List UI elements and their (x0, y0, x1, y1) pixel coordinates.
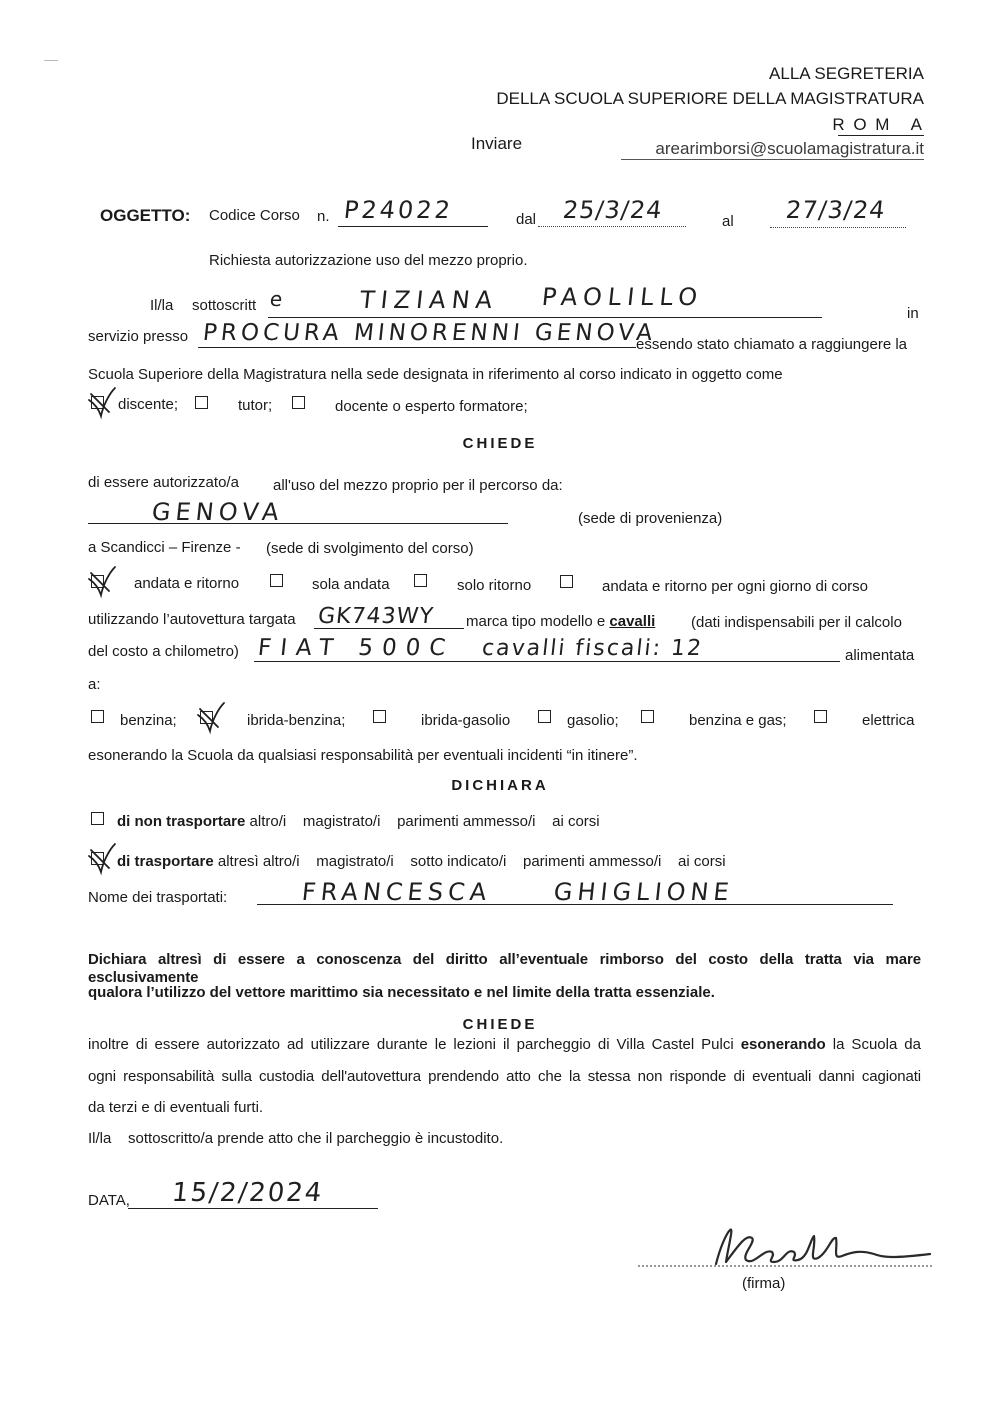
vehicle-model-value: FIAT 500C (256, 635, 456, 661)
parking-line4: Il/la sottoscritto/a prende atto che il parcheggio è incustodito. (88, 1130, 504, 1147)
dichiara-title: DICHIARA (451, 777, 549, 794)
fuel-ibrida-gasolio-checkbox[interactable] (373, 710, 386, 723)
from-date-line (538, 226, 686, 227)
fuel-gasolio-label: gasolio; (567, 712, 619, 729)
horsepower-value: cavalli fiscali: 12 (480, 636, 705, 661)
fuel-elettrica-label: elettrica (862, 712, 915, 729)
parking-line1 (88, 1036, 921, 1056)
brand-text-post: (dati indispensabili per il calcolo (691, 614, 902, 631)
declarant-prefix: Il/la (150, 297, 174, 314)
origin-label: (sede di provenienza) (578, 510, 723, 527)
role-tutor-label: tutor; (238, 397, 273, 414)
authorized-text: di essere autorizzato/a (88, 474, 239, 491)
no-transport-rest: altro/i magistrato/i parimenti ammesso/i ai corsi (249, 813, 600, 830)
no-transport-text (117, 813, 600, 831)
brand-text (466, 613, 655, 631)
called-text: essendo stato chiamato a raggiungere la (636, 336, 908, 353)
recipient-line1: ALLA SEGRETERIA (769, 64, 924, 83)
gender-suffix: e (268, 287, 287, 311)
course-code-label: Codice Corso (209, 207, 300, 224)
course-number-label: n. (317, 208, 330, 225)
origin-line (88, 523, 508, 524)
from-date-value: 25/3/24 (561, 196, 665, 224)
role-intro-text: Scuola Superiore della Magistratura nella sede designata in riferimento al corso indicato in oggetto come (88, 366, 783, 383)
email-underline (621, 159, 924, 160)
service-label: servizio presso (88, 328, 189, 345)
fuel-a: a: (88, 676, 101, 693)
email-link[interactable]: arearimborsi@scuolamagistratura.it (655, 139, 924, 158)
fuel-benzina-gas-checkbox[interactable] (641, 710, 654, 723)
parking-line1-bold: esonerando (740, 1036, 826, 1053)
transport-text (117, 853, 726, 871)
in-label: in (907, 305, 919, 322)
brand-text-pre: marca tipo modello e (466, 613, 606, 630)
passengers-label: Nome dei trasportati: (88, 889, 228, 906)
trip-solo-ritorno-checkbox[interactable] (414, 574, 427, 587)
destination-label: (sede di svolgimento del corso) (266, 540, 474, 557)
waiver-text: esonerando la Scuola da qualsiasi responsabilità per eventuali incidenti “in itinere”. (88, 747, 638, 764)
trip-ogni-giorno-checkbox[interactable] (560, 575, 573, 588)
transport-rest: altresì altro/i magistrato/i sotto indicato/i parimenti ammesso/i ai corsi (217, 853, 726, 870)
destination-text: a Scandicci – Firenze - (88, 539, 241, 556)
parking-line1-pre: inoltre di essere autorizzato ad utilizzare durante le lezioni il parcheggio di Villa Castel Pulci (88, 1036, 734, 1053)
role-tutor-checkbox[interactable] (195, 396, 208, 409)
fuel-text: alimentata (845, 647, 915, 664)
course-code-line (338, 226, 488, 227)
transport-bold: di trasportare (117, 853, 214, 870)
check-mark-ibrida_benzina (194, 701, 228, 735)
passengers-value: FRANCESCA GHIGLIONE (300, 878, 736, 906)
to-date-value: 27/3/24 (784, 196, 888, 224)
check-mark-discente (85, 386, 119, 420)
recipient-city: R O M A (832, 115, 924, 134)
first-name-value: TIZIANA (358, 286, 500, 314)
city-underline (838, 135, 924, 136)
vehicle-use-text: all'uso del mezzo proprio per il percorso da: (273, 477, 563, 494)
fuel-elettrica-checkbox[interactable] (814, 710, 827, 723)
check-mark-andata_ritorno (85, 565, 119, 599)
request-text: Richiesta autorizzazione uso del mezzo proprio. (209, 252, 528, 269)
sea-note-line1: Dichiara altresì di essere a conoscenza del diritto all’eventuale rimborso del costo della tratta via mare esclusivamente (88, 951, 921, 986)
trip-sola-andata-label: sola andata (312, 576, 390, 593)
role-docente-label: docente o esperto formatore; (335, 398, 528, 415)
check-mark-trasportare (85, 842, 119, 876)
brand-text-cavalli: cavalli (609, 613, 656, 630)
trip-andata-ritorno-label: andata e ritorno (134, 575, 240, 592)
signature-label: (firma) (742, 1275, 786, 1292)
sea-note-line2: qualora l’utilizzo del vettore marittimo sia necessitato e nel limite della tratta essenziale. (88, 984, 715, 1001)
sottoscritto-label: sottoscritt (192, 297, 257, 314)
signature (638, 1226, 938, 1276)
fuel-ibrida-gasolio-label: ibrida-gasolio (421, 712, 511, 729)
parking-line3: da terzi e di eventuali furti. (88, 1099, 264, 1116)
vehicle-line (254, 661, 840, 662)
parking-line1-post: la Scuola da (832, 1036, 921, 1053)
course-code-value: P24022 (342, 196, 455, 224)
from-label: dal (516, 211, 537, 228)
role-discente-label: discente; (118, 396, 179, 413)
trip-ogni-giorno-label: andata e ritorno per ogni giorno di corso (602, 578, 869, 595)
date-value: 15/2/2024 (170, 1178, 325, 1208)
chiede-title-1: CHIEDE (462, 435, 538, 452)
chiede-title-2: CHIEDE (462, 1016, 538, 1033)
no-transport-checkbox[interactable] (91, 812, 104, 825)
fuel-benzina-gas-label: benzina e gas; (689, 712, 787, 729)
role-docente-checkbox[interactable] (292, 396, 305, 409)
last-name-value: PAOLILLO (540, 283, 705, 311)
fuel-gasolio-checkbox[interactable] (538, 710, 551, 723)
trip-sola-andata-checkbox[interactable] (270, 574, 283, 587)
office-line (198, 347, 636, 348)
no-transport-bold: di non trasportare (117, 813, 246, 830)
date-label: DATA, (88, 1192, 130, 1209)
cost-text: del costo a chilometro) (88, 643, 239, 660)
fuel-benzina-checkbox[interactable] (91, 710, 104, 723)
to-date-line (770, 227, 906, 228)
origin-value: GENOVA (150, 498, 285, 526)
send-label: Inviare (471, 134, 523, 153)
using-text: utilizzando l’autovettura targata (88, 611, 296, 628)
scan-speck (44, 60, 58, 61)
name-line (268, 317, 822, 318)
office-value: PROCURA MINORENNI GENOVA (201, 320, 658, 346)
trip-solo-ritorno-label: solo ritorno (457, 577, 532, 594)
to-label: al (722, 213, 734, 230)
date-line (128, 1208, 378, 1209)
fuel-benzina-label: benzina; (120, 712, 177, 729)
subject-label: OGGETTO: (100, 206, 191, 225)
parking-line2: ogni responsabilità sulla custodia dell'autovettura prendendo atto che la stessa non risponde di eventuali danni cagionati (88, 1068, 921, 1085)
recipient-line2: DELLA SCUOLA SUPERIORE DELLA MAGISTRATURA (496, 89, 924, 108)
fuel-ibrida-benzina-label: ibrida-benzina; (247, 712, 346, 729)
plate-value: GK743WY (316, 604, 436, 629)
passengers-line (257, 904, 893, 905)
plate-line (314, 628, 464, 629)
